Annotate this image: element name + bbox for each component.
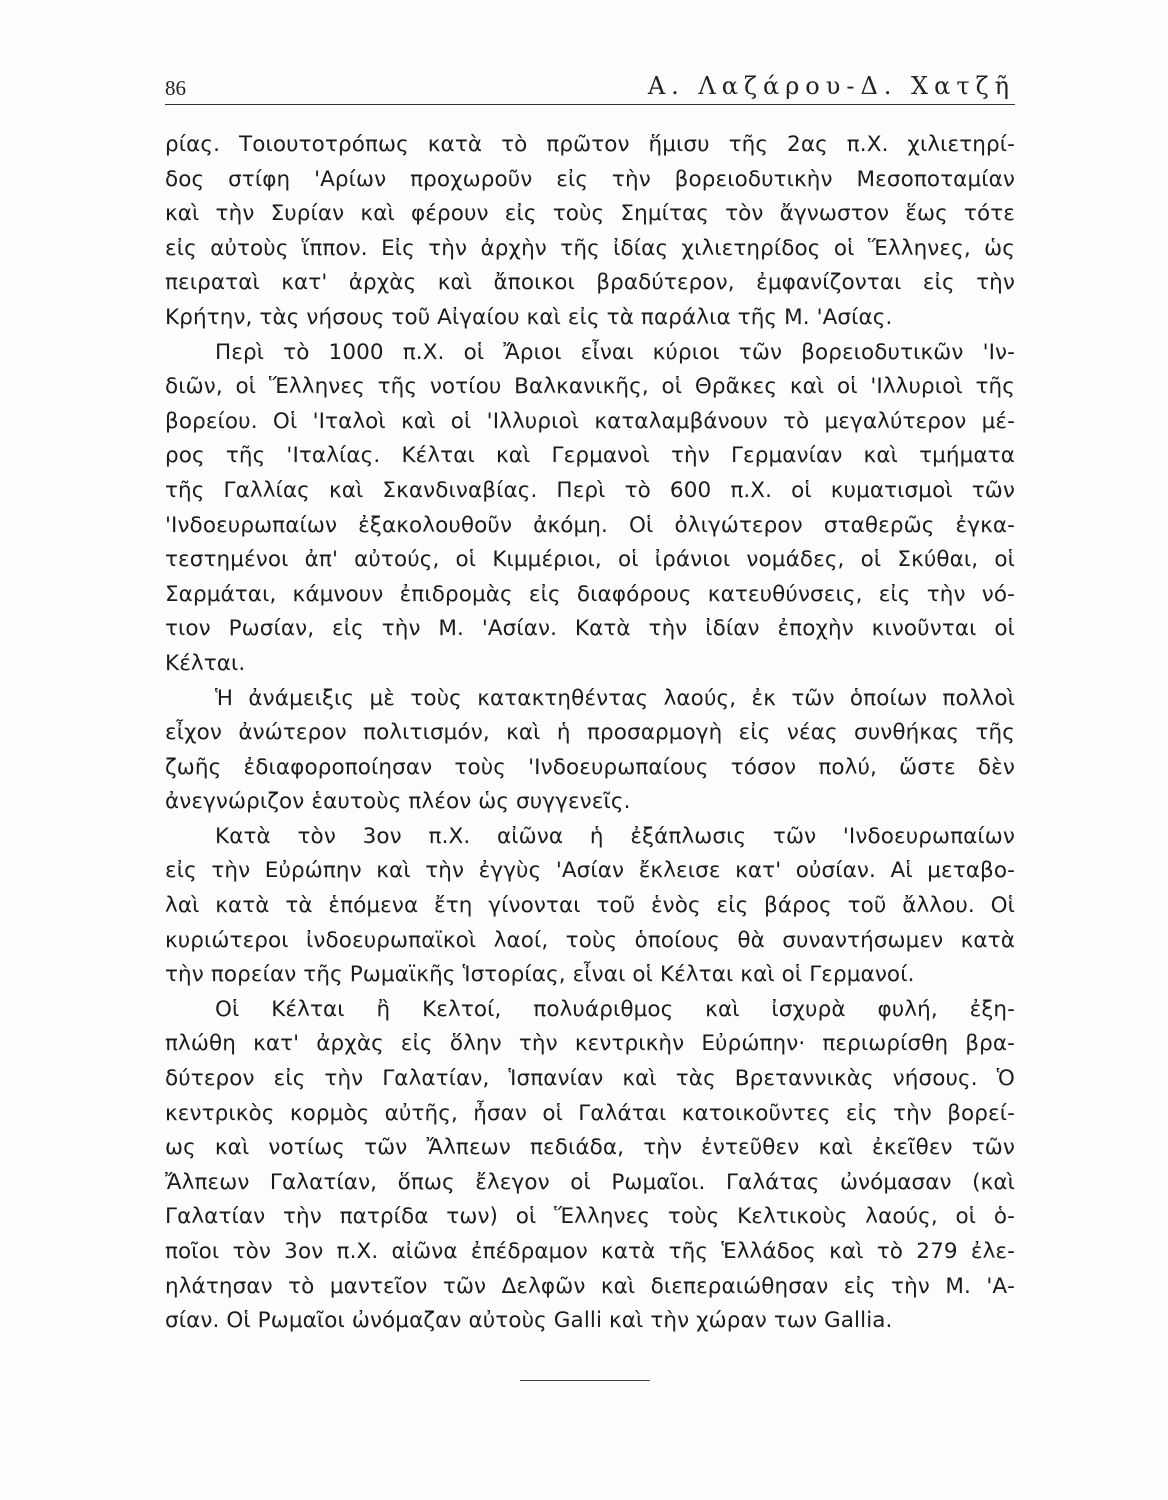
text-line: δος στίφη 'Αρίων προχωροῦν εἰς τὴν βορειοδυτικὴν Μεσοποταμίαν bbox=[165, 166, 1015, 192]
text-line: σίαν. Οἱ Ρωμαῖοι ὠνόμαζαν αὐτοὺς Galli καὶ τὴν χώραν των Gallia. bbox=[165, 1308, 893, 1334]
text-line: εἶχον ἀνώτερον πολιτισμόν, καὶ ἡ προσαρμογὴ εἰς νέας συνθήκας τῆς bbox=[165, 720, 1015, 746]
text-line: ως καὶ νοτίως τῶν Ἄλπεων πεδιάδα, τὴν ἐντεῦθεν καὶ ἐκεῖθεν τῶν bbox=[165, 1135, 1015, 1161]
text-line: Περὶ τὸ 1000 π.Χ. οἱ Ἄριοι εἶναι κύριοι τῶν βορειοδυτικῶν 'Ιν- bbox=[215, 339, 1015, 365]
text-line: ρος τῆς 'Ιταλίας. Κέλται καὶ Γερμανοὶ τὴν Γερμανίαν καὶ τμήματα bbox=[165, 443, 1015, 469]
text-line: Ἡ ἀνάμειξις μὲ τοὺς κατακτηθέντας λαούς, ἐκ τῶν ὁποίων πολλοὶ bbox=[215, 685, 1015, 711]
text-line: καὶ τὴν Συρίαν καὶ φέρουν εἰς τοὺς Σημίτας τὸν ἄγνωστον ἕως τότε bbox=[165, 201, 1015, 227]
text-line: διῶν, οἱ Ἕλληνες τῆς νοτίου Βαλκανικῆς, οἱ Θρᾶκες καὶ οἱ 'Ιλλυριοὶ τῆς bbox=[165, 374, 1015, 400]
text-line: Οἱ Κέλται ἢ Κελτοί, πολυάριθμος καὶ ἰσχυρὰ φυλή, ἐξη- bbox=[215, 996, 1015, 1022]
paragraph bbox=[165, 993, 1015, 1339]
text-line: 'Ινδοευρωπαίων ἐξακολουθοῦν ἀκόμη. Οἱ ὀλιγώτερον σταθερῶς ἐγκα- bbox=[165, 512, 1015, 538]
text-line: εἰς αὐτοὺς ἵππον. Εἰς τὴν ἀρχὴν τῆς ἰδίας χιλιετηρίδος οἱ Ἕλληνες, ὡς bbox=[165, 235, 1015, 261]
page-number: 86 bbox=[165, 76, 186, 100]
header-divider bbox=[165, 104, 1015, 105]
text-line: πλώθη κατ' ἀρχὰς εἰς ὅλην τὴν κεντρικὴν Εὐρώπην· περιωρίσθη βρα- bbox=[165, 1031, 1015, 1057]
paragraph bbox=[165, 820, 1015, 993]
text-line: ἀνεγνώριζον ἑαυτοὺς πλέον ὡς συγγενεῖς. bbox=[165, 789, 631, 815]
text-line: τὴν πορείαν τῆς Ρωμαϊκῆς Ἱστορίας, εἶναι οἱ Κέλται καὶ οἱ Γερμανοί. bbox=[165, 962, 915, 988]
text-line: τῆς Γαλλίας καὶ Σκανδιναβίας. Περὶ τὸ 600 π.Χ. οἱ κυματισμοὶ τῶν bbox=[165, 477, 1015, 503]
text-line: Γαλατίαν τὴν πατρίδα των) οἱ Ἕλληνες τοὺς Κελτικοὺς λαούς, οἱ ὁ- bbox=[165, 1204, 1015, 1230]
text-line: ρίας. Τοιουτοτρόπως κατὰ τὸ πρῶτον ἥμισυ τῆς 2ας π.Χ. χιλιετηρί- bbox=[165, 132, 1015, 157]
text-line: τεστημένοι ἀπ' αὐτούς, οἱ Κιμμέριοι, οἱ ἰράνιοι νομάδες, οἱ Σκύθαι, οἱ bbox=[165, 547, 1015, 573]
text-line: λαὶ κατὰ τὰ ἑπόμενα ἔτη γίνονται τοῦ ἑνὸς εἰς βάρος τοῦ ἄλλου. Οἱ bbox=[165, 893, 1015, 919]
text-line: κυριώτεροι ἰνδοευρωπαϊκοὶ λαοί, τοὺς ὁποίους θὰ συναντήσωμεν κατὰ bbox=[165, 927, 1015, 953]
text-line: πειραταὶ κατ' ἀρχὰς καὶ ἄποικοι βραδύτερον, ἐμφανίζονται εἰς τὴν bbox=[165, 270, 1015, 296]
text-line: Κρήτην, τὰς νήσους τοῦ Αἰγαίου καὶ εἰς τὰ παράλια τῆς Μ. 'Ασίας. bbox=[165, 304, 893, 330]
paragraph bbox=[165, 682, 1015, 820]
page-header bbox=[165, 72, 1015, 106]
text-line: βορείου. Οἱ 'Ιταλοὶ καὶ οἱ 'Ιλλυριοὶ καταλαμβάνουν τὸ μεγαλύτερον μέ- bbox=[165, 408, 1015, 434]
text-line: εἰς τὴν Εὐρώπην καὶ τὴν ἐγγὺς 'Ασίαν ἔκλεισε κατ' οὐσίαν. Αἱ μεταβο- bbox=[165, 858, 1015, 884]
text-line: τιον Ρωσίαν, εἰς τὴν Μ. 'Ασίαν. Κατὰ τὴν ἰδίαν ἐποχὴν κινοῦνται οἱ bbox=[165, 616, 1015, 642]
footer-divider bbox=[520, 1380, 650, 1381]
text-line: ζωῆς ἐδιαφοροποίησαν τοὺς 'Ινδοευρωπαίους τόσον πολύ, ὥστε δὲν bbox=[165, 754, 1015, 780]
text-line: δύτερον εἰς τὴν Γαλατίαν, Ἱσπανίαν καὶ τὰς Βρεταννικὰς νήσους. Ὁ bbox=[165, 1066, 1015, 1092]
text-line: ποῖοι τὸν 3ον π.Χ. αἰῶνα ἐπέδραμον κατὰ τῆς Ἑλλάδος καὶ τὸ 279 ἐλε- bbox=[165, 1239, 1015, 1264]
text-line: Σαρμάται, κάμνουν ἐπιδρομὰς εἰς διαφόρους κατευθύνσεις, εἰς τὴν νό- bbox=[165, 581, 1015, 607]
body-text bbox=[165, 128, 1015, 1339]
text-line: Ἄλπεων Γαλατίαν, ὅπως ἔλεγον οἱ Ρωμαῖοι. Γαλάτας ὠνόμασαν (καὶ bbox=[165, 1169, 1015, 1195]
text-line: κεντρικὸς κορμὸς αὐτῆς, ἦσαν οἱ Γαλάται κατοικοῦντες εἰς τὴν βορεί- bbox=[165, 1100, 1015, 1126]
running-head-authors: Α. Λαζάρου-Δ. Χατζῆ bbox=[647, 72, 1015, 100]
text-line: Κέλται. bbox=[165, 650, 246, 676]
paragraph bbox=[165, 336, 1015, 682]
text-line: Κατὰ τὸν 3ον π.Χ. αἰῶνα ἡ ἐξάπλωσις τῶν 'Ινδοευρωπαίων bbox=[215, 823, 1015, 849]
paragraph bbox=[165, 128, 1015, 336]
text-line: ηλάτησαν τὸ μαντεῖον τῶν Δελφῶν καὶ διεπεραιώθησαν εἰς τὴν Μ. 'Α- bbox=[165, 1273, 1015, 1299]
